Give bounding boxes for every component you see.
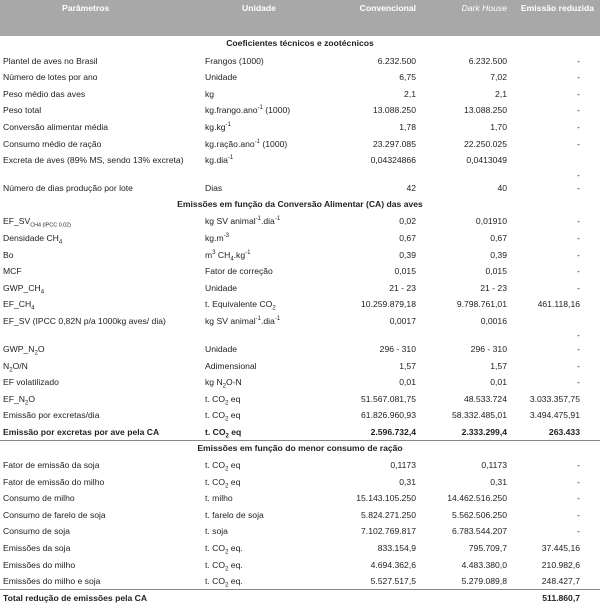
cell-emissao-reduzida: - — [577, 216, 580, 227]
cell-convencional: 15.143.105.250 — [356, 493, 416, 504]
cell-unidade: t. Equivalente $CO_2$ — [205, 299, 276, 313]
section-heading — [0, 197, 600, 214]
cell-dark-house: 58.332.485,01 — [452, 410, 507, 421]
cell-convencional: 13.088.250 — [372, 105, 416, 116]
cell-dark-house: 22.250.025 — [463, 138, 507, 149]
cell-parametro: Total redução de emissões pela CA — [0, 590, 202, 606]
cell-convencional: 1,57 — [399, 360, 416, 371]
cell-unidade: $m^3$ $CH_4.kg^{-1}$ — [205, 249, 251, 263]
cell-emissao-reduzida: - — [577, 121, 580, 132]
table-row — [0, 557, 600, 574]
cell-convencional: 0,39 — [399, 249, 416, 260]
cell-convencional: 0,31 — [399, 476, 416, 487]
cell-convencional: 0,67 — [399, 232, 416, 243]
cell-dark-house: 7,02 — [490, 72, 507, 83]
cell-dark-house: 1,70 — [490, 121, 507, 132]
cell-emissao-reduzida: - — [577, 377, 580, 388]
cell-unidade: kg SV animal$^{-1}$.dia$^{-1}$ — [205, 315, 281, 326]
header-row — [0, 0, 600, 36]
table-row — [0, 407, 600, 424]
table-row — [0, 457, 600, 474]
cell-emissao-reduzida: - — [577, 266, 580, 277]
cell-convencional: 7.102.769.817 — [361, 526, 416, 537]
cell-parametro: Conversão alimentar média — [3, 121, 109, 132]
cell-dark-house: 6.783.544.207 — [452, 526, 507, 537]
cell-dark-house: 2,1 — [495, 88, 507, 99]
cell-emissao-reduzida: - — [577, 105, 580, 116]
cell-parametro: Consumo de soja — [3, 526, 70, 537]
header-parametros: Parâmetros — [62, 3, 110, 13]
cell-emissao-reduzida: 248.427,7 — [541, 576, 580, 587]
cell-parametro: Número de lotes por ano — [3, 72, 98, 83]
cell-unidade: t. $CO_2$ eq — [202, 424, 326, 441]
cell-parametro: $N_2O/N$ — [3, 360, 28, 374]
cell-parametro: $EF\_CH_4$ — [3, 299, 35, 313]
cell-emissao-reduzida: 37.445,16 — [541, 543, 580, 554]
cell-unidade: kg $N_2O-N$ — [205, 377, 242, 390]
cell-unidade: Fator de correção — [205, 266, 273, 277]
cell-unidade: t. $CO_2$ eq — [205, 393, 241, 407]
table-row — [0, 341, 600, 358]
cell-dark-house: 795.709,7 — [468, 543, 507, 554]
cell-parametro: Plantel de aves no Brasil — [3, 55, 98, 66]
section-title: Emissões em função do menor consumo de ração — [197, 442, 403, 453]
cell-emissao-reduzida: - — [577, 183, 580, 194]
cell-emissao-reduzida: - — [577, 343, 580, 354]
table-row — [0, 280, 600, 297]
cell-parametro: $EF\_N_2O$ — [3, 393, 35, 407]
cell-parametro: Emissões da soja — [3, 543, 71, 554]
cell-convencional: 21 - 23 — [389, 282, 416, 293]
cell-emissao-reduzida: 461.118,16 — [537, 299, 580, 310]
cell-emissao-reduzida: - — [577, 169, 580, 180]
table-row — [0, 374, 600, 391]
cell-unidade: t. $CO_2$ eq. — [205, 543, 243, 556]
cell-emissao-reduzida: 263.433 — [517, 424, 600, 441]
cell-convencional: 0,04324866 — [370, 155, 416, 166]
table-row — [0, 540, 600, 557]
cell-unidade: t. $CO_2$ eq. — [205, 576, 243, 589]
cell-dark-house: 0,0413049 — [466, 155, 507, 166]
cell-unidade: $kg.kg^{-1}$ — [205, 121, 231, 132]
cell-convencional: 6,75 — [399, 72, 416, 83]
cell-parametro: Excreta de aves (89% MS, sendo 13% excreta) — [3, 155, 184, 166]
cell-dark-house: 0,015 — [485, 266, 507, 277]
cell-dark-house: 2.333.299,4 — [424, 424, 517, 441]
cell-unidade: t. $CO_2$ eq. — [205, 559, 243, 573]
cell-unidade: t. farelo de soja — [205, 509, 264, 520]
header-dark-house: Dark House — [461, 3, 507, 13]
cell-emissao-reduzida: - — [577, 493, 580, 504]
cell-emissao-reduzida: - — [577, 526, 580, 537]
cell-convencional: 296 - 310 — [379, 343, 416, 354]
cell-emissao-reduzida: - — [577, 232, 580, 243]
table-row — [0, 490, 600, 507]
cell-unidade: t. $CO_2$ eq — [205, 476, 241, 490]
cell-emissao-reduzida: - — [577, 330, 580, 341]
table-row — [0, 53, 600, 70]
cell-convencional: 61.826.960,93 — [361, 410, 416, 421]
cell-parametro: Peso total — [3, 105, 42, 116]
cell-parametro: Fator de emissão da soja — [3, 460, 100, 471]
cell-unidade: kg SV animal$^{-1}$.dia$^{-1}$ — [205, 216, 281, 227]
cell-emissao-reduzida: - — [577, 249, 580, 260]
cell-dark-house — [424, 590, 517, 606]
cell-emissao-reduzida: - — [577, 282, 580, 293]
cell-parametro: $GWP\_CH_4$ — [3, 282, 45, 296]
table-row — [0, 69, 600, 86]
table-row — [0, 230, 600, 247]
cell-convencional: 23.297.085 — [372, 138, 416, 149]
table-row — [0, 523, 600, 540]
cell-emissao-reduzida: - — [577, 72, 580, 83]
cell-parametro: EF volatilizado — [3, 377, 59, 388]
cell-convencional: 0,02 — [399, 216, 416, 227]
cell-parametro: Fator de emissão do milho — [3, 476, 105, 487]
header-convencional: Convencional — [359, 3, 416, 13]
cell-convencional: 0,01 — [399, 377, 416, 388]
cell-convencional: 6.232.500 — [377, 55, 416, 66]
table-row — [0, 86, 600, 103]
header-emissao-reduzida: Emissão reduzida — [520, 3, 594, 13]
cell-unidade: $kg.m^{-3}$ — [205, 232, 229, 243]
cell-dark-house: 0,1173 — [481, 460, 507, 471]
cell-dark-house: 1,57 — [490, 360, 507, 371]
table-row — [0, 391, 600, 408]
cell-dark-house: 0,31 — [490, 476, 507, 487]
cell-emissao-reduzida: - — [577, 88, 580, 99]
cell-convencional: 42 — [406, 183, 416, 194]
cell-unidade: Frangos (1000) — [205, 55, 264, 66]
cell-dark-house: 9.798.761,01 — [456, 299, 507, 310]
cell-dark-house: 0,67 — [490, 232, 507, 243]
cell-convencional: 0,1173 — [390, 460, 416, 471]
cell-parametro: Emissão por excretas por ave pela CA — [0, 424, 202, 441]
cell-parametro: MCF — [3, 266, 22, 277]
cell-emissao-reduzida: 511.860,7 — [517, 590, 600, 606]
cell-unidade: t. milho — [205, 493, 233, 504]
table-row — [0, 102, 600, 119]
section-heading — [0, 36, 600, 53]
cell-dark-house: 14.462.516.250 — [447, 493, 507, 504]
table-row — [0, 136, 600, 153]
cell-unidade: kg — [205, 88, 215, 99]
cell-emissao-reduzida: 3.033.357,75 — [529, 393, 580, 404]
cell-unidade: kg.ração.ano$^{-1}$ (1000) — [205, 138, 288, 149]
cell-convencional: 5.527.517,5 — [370, 576, 416, 587]
cell-convencional: 2.596.732,4 — [326, 424, 424, 441]
table-row — [0, 152, 600, 180]
cell-convencional: 4.694.362,6 — [370, 559, 416, 570]
cell-dark-house: 6.232.500 — [468, 55, 507, 66]
cell-emissao-reduzida: - — [577, 138, 580, 149]
section-title: Emissões em função da Conversão Alimentar (CA) das aves — [177, 198, 423, 209]
cell-parametro: Bo — [3, 249, 14, 260]
cell-dark-house: 5.562.506.250 — [452, 509, 507, 520]
cell-emissao-reduzida: - — [577, 360, 580, 371]
cell-unidade: Dias — [205, 183, 223, 194]
cell-dark-house: 5.279.089,8 — [461, 576, 507, 587]
cell-parametro: Número de dias produção por lote — [3, 183, 133, 194]
cell-parametro: Peso médio das aves — [3, 88, 86, 99]
cell-dark-house: 48.533.724 — [463, 393, 507, 404]
cell-emissao-reduzida: - — [577, 476, 580, 487]
table-row — [0, 474, 600, 491]
table-row — [0, 247, 600, 264]
section-title: Coeficientes técnicos e zootécnicos — [226, 38, 374, 48]
cell-unidade: Unidade — [205, 72, 238, 83]
table-row — [0, 424, 600, 441]
cell-unidade: t. soja — [205, 526, 228, 537]
cell-dark-house: 0,0016 — [480, 315, 507, 326]
cell-convencional: 5.824.271.250 — [361, 509, 416, 520]
cell-unidade: Unidade — [205, 343, 238, 354]
cell-convencional: 10.259.879,18 — [361, 299, 416, 310]
cell-parametro: Emissões do milho e soja — [3, 576, 101, 587]
cell-parametro: Consumo médio de ração — [3, 138, 102, 149]
cell-unidade: Unidade — [205, 282, 238, 293]
header-unidade: Unidade — [242, 3, 276, 13]
table-row — [0, 296, 600, 313]
cell-dark-house: 13.088.250 — [463, 105, 507, 116]
cell-convencional: 1,78 — [399, 121, 416, 132]
cell-unidade: kg.dia$^{-1}$ — [205, 155, 234, 166]
table-row — [0, 313, 600, 341]
cell-dark-house: 4.483.380,0 — [461, 559, 507, 570]
cell-convencional — [326, 590, 424, 606]
cell-dark-house: 0,01 — [490, 377, 507, 388]
cell-dark-house: 0,39 — [490, 249, 507, 260]
cell-dark-house: 40 — [497, 183, 507, 194]
cell-parametro: $EF\_SV_{CH4 (IPCC 0.02)}$ — [3, 216, 71, 230]
cell-convencional: 0,0017 — [389, 315, 416, 326]
cell-convencional: 833.154,9 — [377, 543, 416, 554]
cell-parametro: $GWP\_N_2O$ — [3, 343, 45, 357]
cell-convencional: 2,1 — [404, 88, 416, 99]
table-row — [0, 263, 600, 280]
cell-unidade: Adimensional — [205, 360, 257, 371]
cell-emissao-reduzida: - — [577, 460, 580, 471]
cell-unidade: t. $CO_2$ eq — [205, 460, 241, 473]
cell-dark-house: 296 - 310 — [470, 343, 507, 354]
cell-parametro: Consumo de farelo de soja — [3, 509, 106, 520]
cell-parametro: Densidade $CH_4$ — [3, 232, 63, 246]
cell-parametro: Emissão por excretas/dia — [3, 410, 100, 421]
table-row — [0, 180, 600, 197]
cell-dark-house: 0,01910 — [475, 216, 507, 227]
cell-emissao-reduzida: - — [577, 55, 580, 66]
cell-convencional: 51.567.081,75 — [361, 393, 416, 404]
cell-unidade — [202, 590, 326, 606]
cell-emissao-reduzida: 210.982,6 — [541, 559, 580, 570]
cell-dark-house: 21 - 23 — [480, 282, 507, 293]
table-row — [0, 590, 600, 606]
table-row — [0, 119, 600, 136]
cell-emissao-reduzida: - — [577, 509, 580, 520]
cell-unidade: t. $CO_2$ eq — [205, 410, 241, 423]
table-row — [0, 213, 600, 230]
table-row — [0, 573, 600, 590]
cell-parametro: Consumo de milho — [3, 493, 75, 504]
section-heading — [0, 440, 600, 457]
table-row — [0, 507, 600, 524]
cell-parametro: EF_SV (IPCC 0,82N p/a 1000kg aves/ dia) — [3, 315, 166, 326]
cell-parametro: Emissões do milho — [3, 559, 76, 570]
cell-unidade: kg.frango.ano$^{-1}$ (1000) — [205, 105, 291, 116]
table-row — [0, 358, 600, 375]
cell-convencional: 0,015 — [394, 266, 416, 277]
cell-emissao-reduzida: 3.494.475,91 — [529, 410, 580, 421]
